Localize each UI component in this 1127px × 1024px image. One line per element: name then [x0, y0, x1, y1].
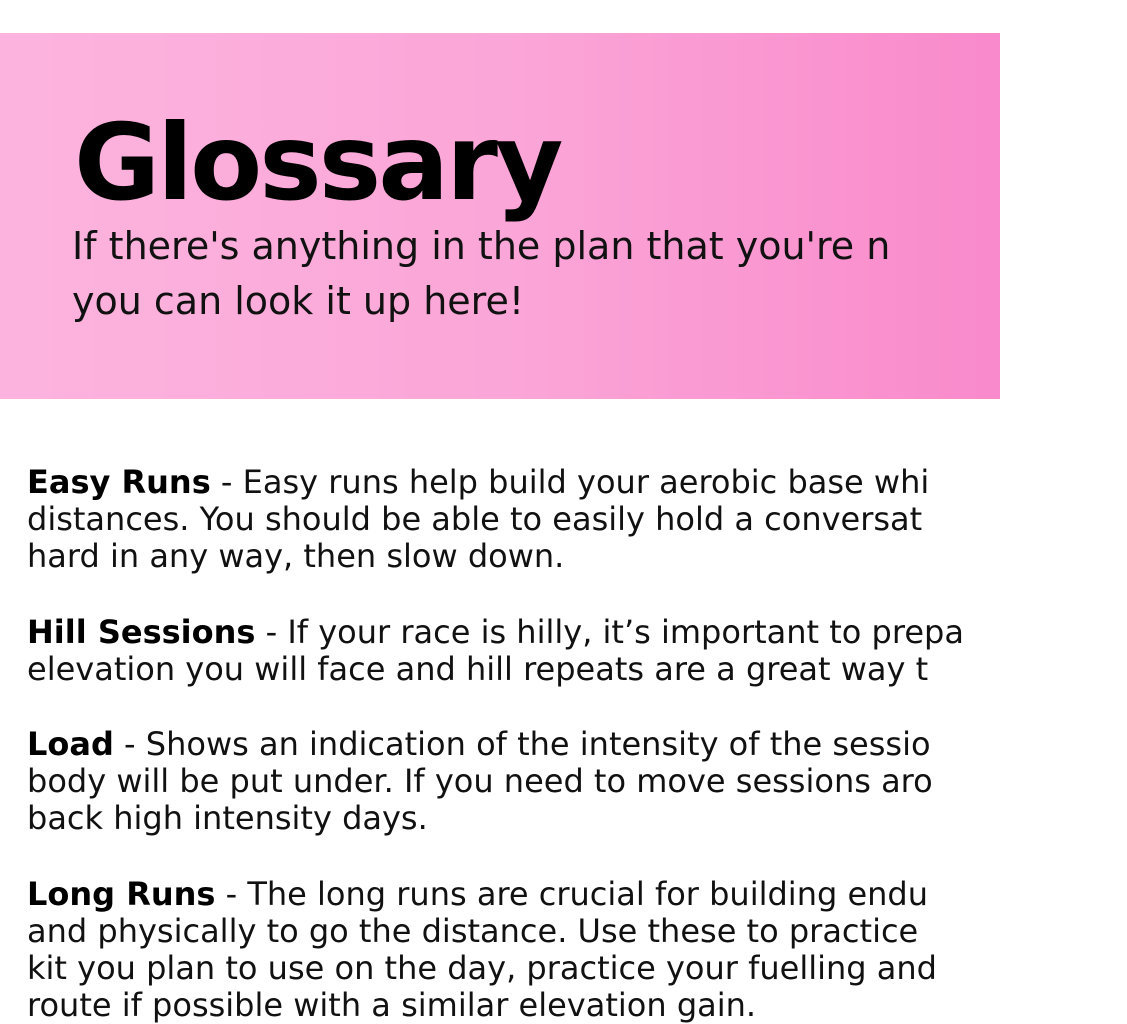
glossary-entry-load	[27, 726, 933, 837]
glossary-term: Easy Runs	[27, 463, 211, 501]
entry-line	[27, 876, 937, 913]
glossary-definition: route if possible with a similar elevation gain.	[27, 986, 757, 1024]
page-subtitle	[72, 219, 890, 329]
glossary-definition: - The long runs are crucial for building endu	[215, 875, 929, 913]
glossary-entry-easy-runs	[27, 464, 929, 575]
glossary-term: Load	[27, 725, 114, 763]
glossary-definition: distances. You should be able to easily hold a conversat	[27, 500, 923, 538]
page-title: Glossary	[74, 102, 561, 224]
glossary-definition: elevation you will face and hill repeats are a great way t	[27, 650, 929, 688]
glossary-definition: back high intensity days.	[27, 799, 428, 837]
glossary-entry-hill-sessions	[27, 614, 964, 688]
glossary-entry-long-runs	[27, 876, 937, 1024]
subtitle-line: you can look it up here!	[72, 279, 525, 323]
entry-line	[27, 726, 933, 763]
glossary-definition: body will be put under. If you need to move sessions aro	[27, 762, 933, 800]
glossary-definition: and physically to go the distance. Use these to practice	[27, 912, 919, 950]
subtitle-line: If there's anything in the plan that you're n	[72, 224, 891, 268]
glossary-definition: - Easy runs help build your aerobic base whi	[210, 463, 930, 501]
entry-line	[27, 614, 964, 651]
glossary-term: Hill Sessions	[27, 613, 256, 651]
glossary-definition: - Shows an indication of the intensity of the sessio	[113, 725, 931, 763]
header-banner	[0, 33, 1000, 399]
glossary-definition: kit you plan to use on the day, practice your fuelling and	[27, 949, 937, 987]
entry-line	[27, 464, 929, 501]
glossary-definition: hard in any way, then slow down.	[27, 537, 565, 575]
glossary-term: Long Runs	[27, 875, 216, 913]
glossary-definition: - If your race is hilly, it’s important to prepa	[255, 613, 964, 651]
